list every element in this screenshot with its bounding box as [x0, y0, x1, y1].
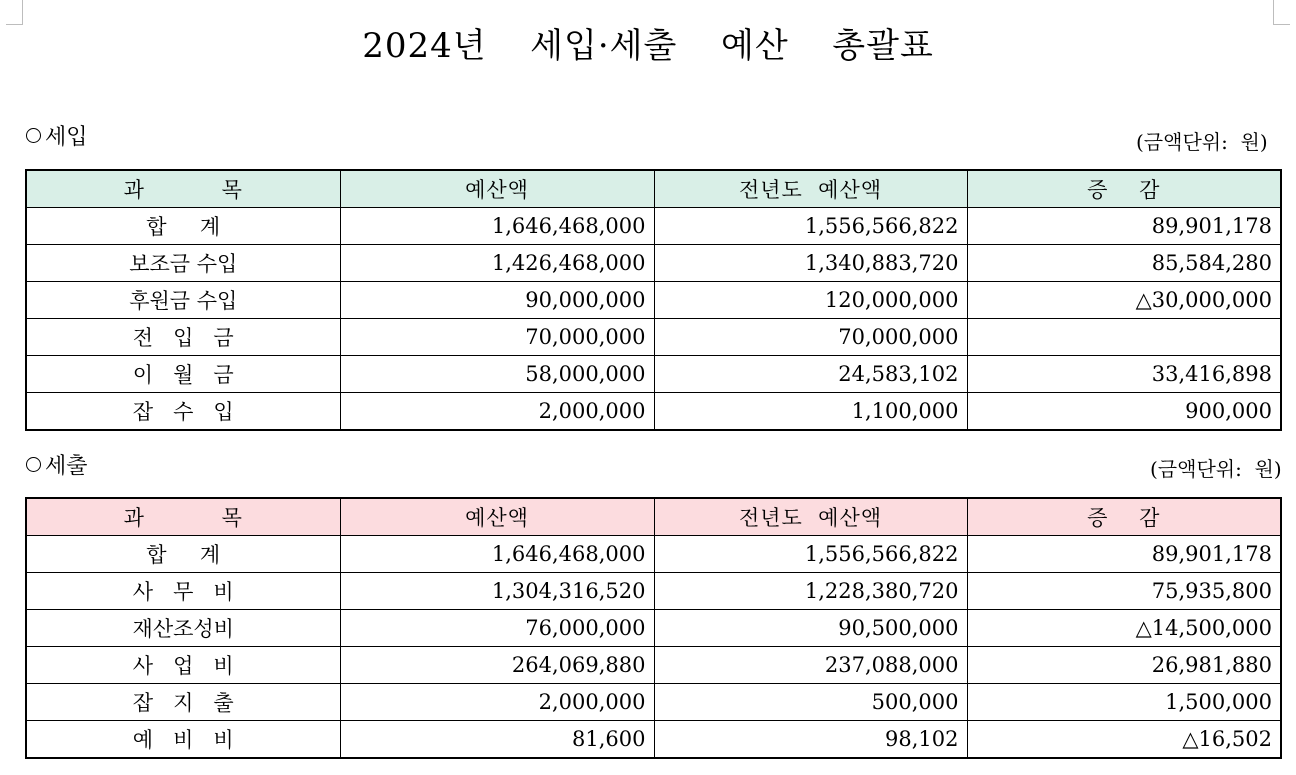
expenditure-heading-label: 세출 [45, 454, 88, 479]
table-row [26, 573, 1281, 610]
header-change: 증 감 [967, 170, 1281, 208]
header-change: 증 감 [967, 498, 1281, 536]
row-subject: 전 입 금 [26, 319, 340, 356]
row-subject: 잡 지 출 [26, 684, 340, 721]
table-row [26, 610, 1281, 647]
header-subject: 과 목 [26, 170, 340, 208]
row-subject: 이 월 금 [26, 356, 340, 393]
row-budget: 70,000,000 [340, 319, 654, 356]
table-row [26, 536, 1281, 573]
row-prev-budget: 70,000,000 [654, 319, 967, 356]
header-subject: 과 목 [26, 498, 340, 536]
table-row [26, 393, 1281, 431]
document-title: 2024년 세입·세출 예산 총괄표 [362, 26, 934, 66]
row-change: 75,935,800 [967, 573, 1281, 610]
row-budget: 1,646,468,000 [340, 208, 654, 245]
table-row [26, 245, 1281, 282]
row-prev-budget: 1,556,566,822 [654, 208, 967, 245]
table-row [26, 282, 1281, 319]
row-change: 89,901,178 [967, 208, 1281, 245]
row-prev-budget: 24,583,102 [654, 356, 967, 393]
revenue-section-heading [26, 120, 88, 151]
row-prev-budget: 1,228,380,720 [654, 573, 967, 610]
row-prev-budget: 120,000,000 [654, 282, 967, 319]
row-change: △14,500,000 [967, 610, 1281, 647]
row-change: 89,901,178 [967, 536, 1281, 573]
row-budget: 90,000,000 [340, 282, 654, 319]
row-subject: 사 업 비 [26, 647, 340, 684]
row-budget: 2,000,000 [340, 684, 654, 721]
row-prev-budget: 237,088,000 [654, 647, 967, 684]
table-row [26, 721, 1281, 759]
row-prev-budget: 90,500,000 [654, 610, 967, 647]
row-budget: 81,600 [340, 721, 654, 759]
row-prev-budget: 500,000 [654, 684, 967, 721]
row-subject: 잡 수 입 [26, 393, 340, 431]
row-subject: 사 무 비 [26, 573, 340, 610]
circle-bullet-icon [26, 128, 41, 143]
table-row [26, 208, 1281, 245]
header-budget: 예산액 [340, 170, 654, 208]
table-row [26, 647, 1281, 684]
revenue-table [25, 169, 1282, 431]
header-prev-budget: 전년도 예산액 [654, 498, 967, 536]
expenditure-section-heading [26, 449, 88, 480]
header-prev-budget: 전년도 예산액 [654, 170, 967, 208]
expenditure-table [25, 497, 1282, 759]
revenue-table-header-row [26, 170, 1281, 208]
row-budget: 58,000,000 [340, 356, 654, 393]
header-budget: 예산액 [340, 498, 654, 536]
row-budget: 2,000,000 [340, 393, 654, 431]
row-change: △16,502 [967, 721, 1281, 759]
row-subject: 보조금 수입 [26, 245, 340, 282]
expenditure-table-header-row [26, 498, 1281, 536]
revenue-heading-label: 세입 [45, 125, 88, 150]
row-budget: 1,304,316,520 [340, 573, 654, 610]
row-change: △30,000,000 [967, 282, 1281, 319]
circle-bullet-icon [26, 457, 41, 472]
row-prev-budget: 98,102 [654, 721, 967, 759]
row-prev-budget: 1,556,566,822 [654, 536, 967, 573]
row-budget: 1,426,468,000 [340, 245, 654, 282]
row-budget: 1,646,468,000 [340, 536, 654, 573]
row-subject: 재산조성비 [26, 610, 340, 647]
row-change: 900,000 [967, 393, 1281, 431]
row-budget: 76,000,000 [340, 610, 654, 647]
table-row [26, 356, 1281, 393]
row-change [967, 319, 1281, 356]
row-subject: 예 비 비 [26, 721, 340, 759]
row-prev-budget: 1,340,883,720 [654, 245, 967, 282]
row-change: 33,416,898 [967, 356, 1281, 393]
row-change: 1,500,000 [967, 684, 1281, 721]
row-subject: 후원금 수입 [26, 282, 340, 319]
revenue-unit-note: (금액단위: 원) [1136, 130, 1268, 154]
row-budget: 264,069,880 [340, 647, 654, 684]
row-change: 26,981,880 [967, 647, 1281, 684]
row-subject: 합 계 [26, 536, 340, 573]
table-row [26, 684, 1281, 721]
row-prev-budget: 1,100,000 [654, 393, 967, 431]
row-subject: 합 계 [26, 208, 340, 245]
table-row [26, 319, 1281, 356]
row-change: 85,584,280 [967, 245, 1281, 282]
expenditure-unit-note: (금액단위: 원) [1150, 457, 1282, 481]
